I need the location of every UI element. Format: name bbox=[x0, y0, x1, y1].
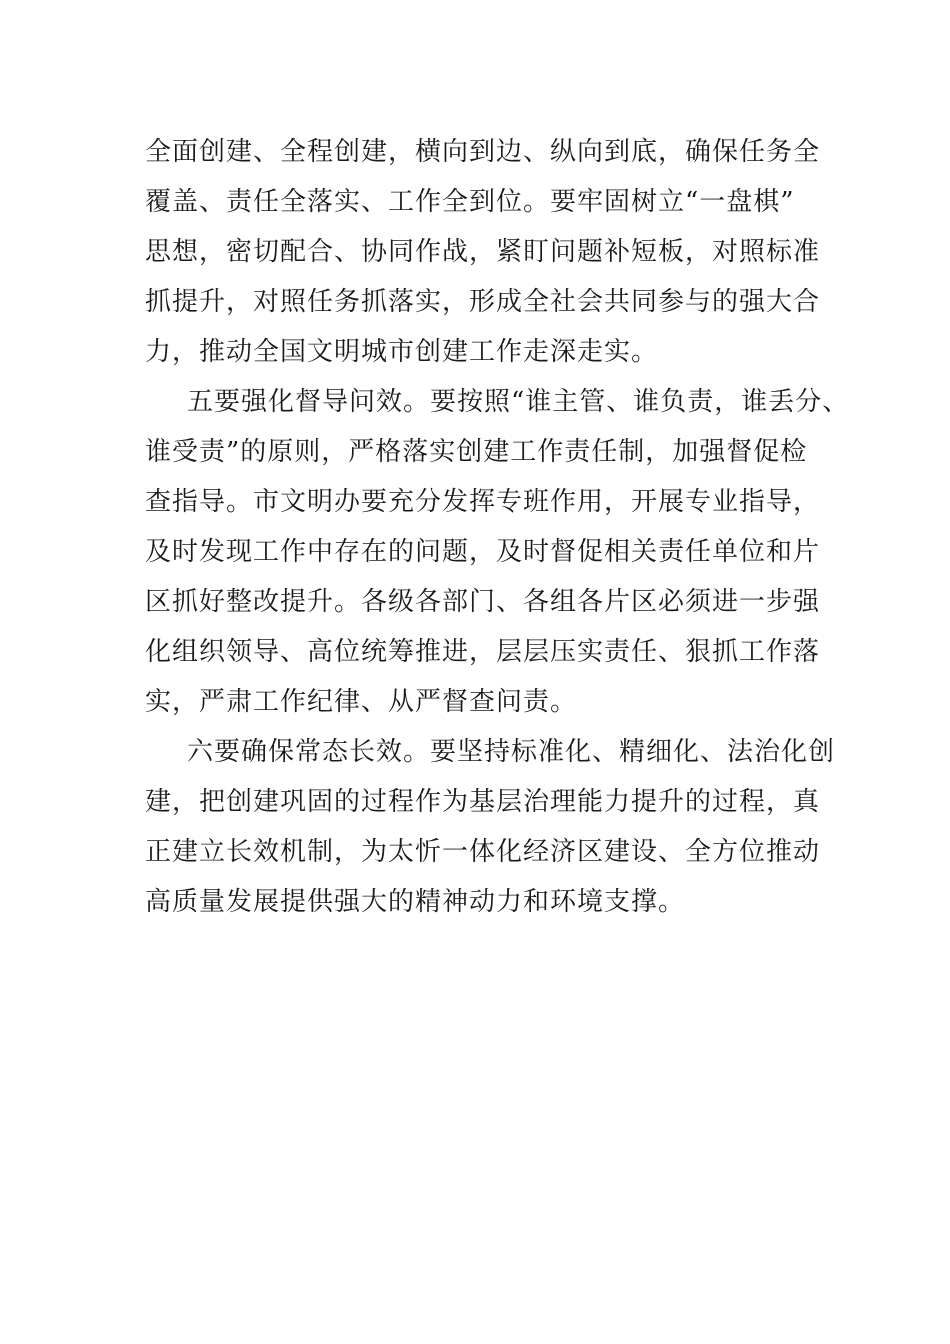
text-line: 化组织领导、高位统筹推进，层层压实责任、狠抓工作落 bbox=[145, 637, 821, 667]
text-line: 全面创建、全程创建，横向到边、纵向到底，确保任务全 bbox=[145, 137, 821, 167]
paragraph-supervision bbox=[145, 377, 850, 727]
text-line: 正建立长效机制，为太忻一体化经济区建设、全方位推动 bbox=[145, 837, 821, 867]
text-line: 查指导。市文明办要充分发挥专班作用，开展专业指导， bbox=[145, 487, 821, 517]
text-line: 及时发现工作中存在的问题，及时督促相关责任单位和片 bbox=[145, 537, 821, 567]
text-line: 六要确保常态长效。要坚持标准化、精细化、法治化创 bbox=[187, 737, 836, 767]
text-line: 区抓好整改提升。各级各部门、各组各片区必须进一步强 bbox=[145, 587, 821, 617]
text-line: 实，严肃工作纪律、从严督查问责。 bbox=[145, 687, 578, 717]
text-line: 高质量发展提供强大的精神动力和环境支撑。 bbox=[145, 887, 686, 917]
paragraph-continuation bbox=[145, 127, 825, 377]
paragraph-long-term bbox=[145, 727, 836, 927]
document-body bbox=[145, 127, 850, 927]
text-line: 力，推动全国文明城市创建工作走深走实。 bbox=[145, 337, 659, 367]
text-line: 谁受责”的原则，严格落实创建工作责任制，加强督促检 bbox=[145, 437, 808, 467]
text-line: 覆盖、责任全落实、工作全到位。要牢固树立“一盘棋” bbox=[145, 187, 795, 217]
text-line: 五要强化督导问效。要按照“谁主管、谁负责，谁丢分、 bbox=[187, 387, 850, 417]
text-line: 建，把创建巩固的过程作为基层治理能力提升的过程，真 bbox=[145, 787, 821, 817]
text-line: 思想，密切配合、协同作战，紧盯问题补短板，对照标准 bbox=[145, 237, 821, 267]
text-line: 抓提升，对照任务抓落实，形成全社会共同参与的强大合 bbox=[145, 287, 821, 317]
